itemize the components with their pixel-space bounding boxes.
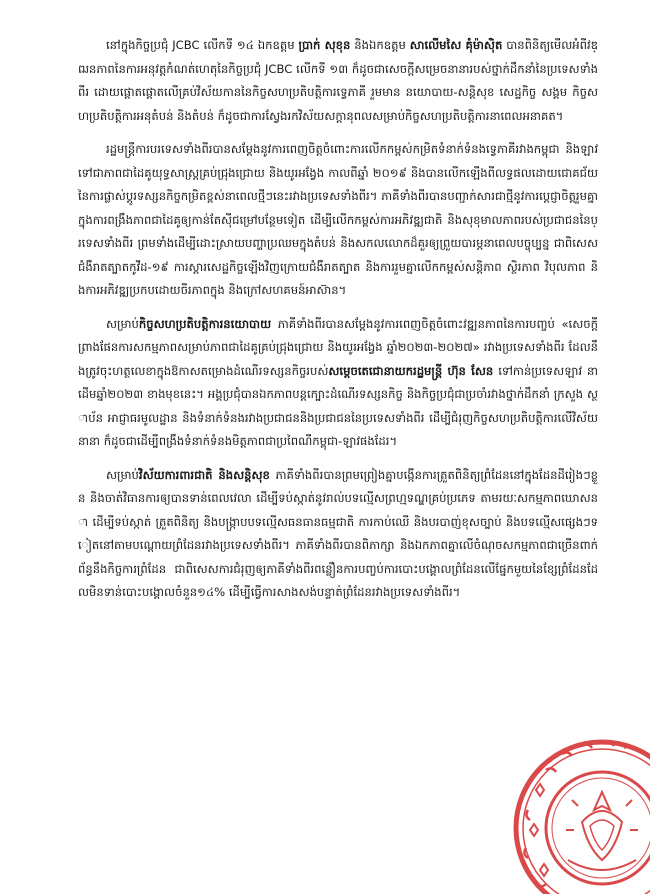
text-run: ភាគីទាំងពីរបានព្រមព្រៀងគ្នាបង្កើនការត្រួតពិនិត្យព្រំដែននៅក្នុងដែនដីរៀងៗខ្លួន និងចាត់វិធានការឲ្យបានទាន់ពេលវេលា ដើម្បីទប់ស្កាត់នូវរាល់បទល្មើសព្រហ្មទណ្ឌគ្រប់ប្រភេទ តាមរយៈសកម្មភាពឃោសនា ដើម្បីទប់ស្កាត់ ត្រួតពិនិត្យ និងបង្ក្រាបបទល្មើសធនធានធម្មជាតិ ការកាប់ឈើ និងបរបាញ់ខុសច្បាប់ និងបទល្មើសផ្សេងៗទៀតនៅតាមបណ្ដោយព្រំដែនរវាងប្រទេសទាំងពីរ។ ភាគីទាំងពីរបានពិភាក្សា និងឯកភាពគ្នាលើចំណុចសកម្មភាពជាច្រើនពាក់ព័ន្ធនឹងកិច្ចការព្រំដែន ជាពិសេសការជំរុញឲ្យភាគីទាំងពីរពន្លឿនការបញ្ចប់ការបោះបង្គោលព្រំដែនលើផ្នែកមួយនៃខ្សែព្រំដែនដែលមិនទាន់បោះបង្គោលចំនួន១៤% ដើម្បីធ្វើការសាងសង់បន្ទាត់ព្រំដែនរវាងប្រទេសទាំងពីរ។ <box>78 467 598 599</box>
text-run: នៅក្នុងកិច្ចប្រជុំ JCBC លើកទី ១៤ ឯកឧត្តម <box>106 38 299 52</box>
text-run: ទៅកាន់ប្រទេសឡាវ នាដើមឆ្នាំ២០២៣ ខាងមុខនេះ។ អង្គប្រជុំបានឯកភាពបន្តក្បោះដំណើរទស្សនកិច្ច និងកិច្ចប្រជុំជាប្រចាំរវាងថ្នាក់ដឹកនាំ ក្រសួង ស្ថាប័ន អាជ្ញាធរមូលដ្ឋាន និងទំនាក់ទំនងរវាងប្រជាជននិងប្រជាជននៃប្រទេសទាំងពីរ ដើម្បីជំរុញកិច្ចសហប្រតិបត្តិការលើវិស័យនានា ក៏ដូចជាដើម្បីពង្រឹងទំនាក់ទំនងមិត្តភាពជាប្រពៃណីកម្ពុជា-ឡាវផងដែរ។ <box>78 363 598 448</box>
text-run: បានពិនិត្យមើលអំពីវឌ្ឍនភាពនៃការអនុវត្តកំណត់ហេតុនៃកិច្ចប្រជុំ JCBC លើកទី ១៣ ក៏ដូចជាសេចក្ដីសម្រេចនានារបស់ថ្នាក់ដឹកនាំនៃប្រទេសទាំងពីរ ដោយផ្ដោតផ្ដោតលើគ្រប់វិស័យកាននៃកិច្ចសហប្រតិបត្តិការទ្វេភាគី រួមមាន នយោបាយ-សន្តិសុខ សេដ្ឋកិច្ច សង្គម កិច្ចសហប្រតិបត្តិការអនុតំបន់ និងតំបន់ ក៏ដូចជាការស្វែងរកវិស័យសក្ដានុពលសម្រាប់កិច្ចសហប្រតិបត្តិការនាពេលអនាគត។ <box>78 38 598 123</box>
prime-minister-name: សម្ដេចតេជោនាយករដ្ឋមន្ត្រី ហ៊ុន សែន <box>328 363 494 378</box>
minister-name-laos: សាលើមសៃ គុំម៉ាស៊ិត <box>409 38 503 52</box>
section-heading-defense: វិស័យការពារជាតិ និងសន្តិសុខ <box>138 467 270 482</box>
ministry-seal-icon <box>506 730 650 894</box>
paragraph-political-cooperation <box>78 313 598 454</box>
paragraph-intro <box>78 34 598 128</box>
paragraph-defense-security <box>78 464 598 605</box>
text-run: ភាគីទាំងពីរបានសម្ដែងនូវការពេញចិត្តចំពោះវឌ្ឍនភាពនៃការបញ្ចប់ «សេចក្ដីព្រាងផែនការសកម្មភាពសម្រាប់ភាពជាដៃគូគ្រប់ជ្រុងជ្រោយ និងយូរអង្វែង ឆ្នាំ២០២៣-២០២៧» រវាងប្រទេសទាំងពីរ ដែលនឹងត្រូវចុះហត្ថលេខាក្នុងឱកាសតម្រោងដំណើរទស្សនកិច្ចរបស់ <box>78 316 598 378</box>
minister-name-cambodia: ប្រាក់ សុខុន <box>298 38 351 52</box>
section-heading-political: កិច្ចសហប្រតិបត្តិការនយោបាយ <box>138 316 272 331</box>
text-run: សម្រាប់ <box>106 467 139 482</box>
document-body <box>78 34 598 615</box>
text-run: និងឯកឧត្តម <box>350 38 410 52</box>
text-run: រដ្ឋមន្ត្រីការបរទេសទាំងពីរបានសម្ដែងនូវការពេញចិត្តចំពោះការលើកកម្ពស់កម្រិតទំនាក់ទំនងទ្វេភាគីរវាងកម្ពុជា និងឡាវ ទៅជាភាពជាដៃគូយុទ្ធសាស្ត្រគ្រប់ជ្រុងជ្រោយ និងយូរអង្វែង កាលពីឆ្នាំ ២០១៩ និងបានលើកឡើងពីលទ្ធផលដោយជោគជ័យនៃការផ្លាស់ប្ដូរទស្សនកិច្ចកម្រិតខ្ពស់នាពេលថ្មីៗនេះរវាងប្រទេសទាំងពីរ។ ភាគីទាំងពីរបានបញ្ជាក់សារជាថ្មីនូវការប្ដេជ្ញាចិត្តរួមគ្នា ក្នុងការពង្រឹងភាពជាដៃគូឲ្យកាន់តែស៊ីជម្រៅបន្ថែមទៀត ដើម្បីលើកកម្ពស់ការអភិវឌ្ឍជាតិ និងសុខុមាលភាពរបស់ប្រជាជននៃប្រទេសទាំងពីរ ព្រមទាំងដើម្បីដោះស្រាយបញ្ហាប្រឈមក្នុងតំបន់ និងសកលលោកដ៏គួរឲ្យព្រួយបារម្ភនាពេលបច្ចុប្បន្ន ជាពិសេសជំងឺរាតត្បាតកូវីដ-១៩ ការស្ដារសេដ្ឋកិច្ចឡើងវិញក្រោយជំងឺរាតត្បាត និងការរួមគ្នាលើកកម្ពស់សន្តិភាព ស្ថិរភាព វិបុលភាព និងការអភិវឌ្ឍប្រកបដោយចីរភាពក្នុង និងក្រៅសហគមន៍អាស៊ាន។ <box>78 142 598 297</box>
text-run: សម្រាប់ <box>106 316 139 331</box>
paragraph-bilateral-relations <box>78 138 598 303</box>
